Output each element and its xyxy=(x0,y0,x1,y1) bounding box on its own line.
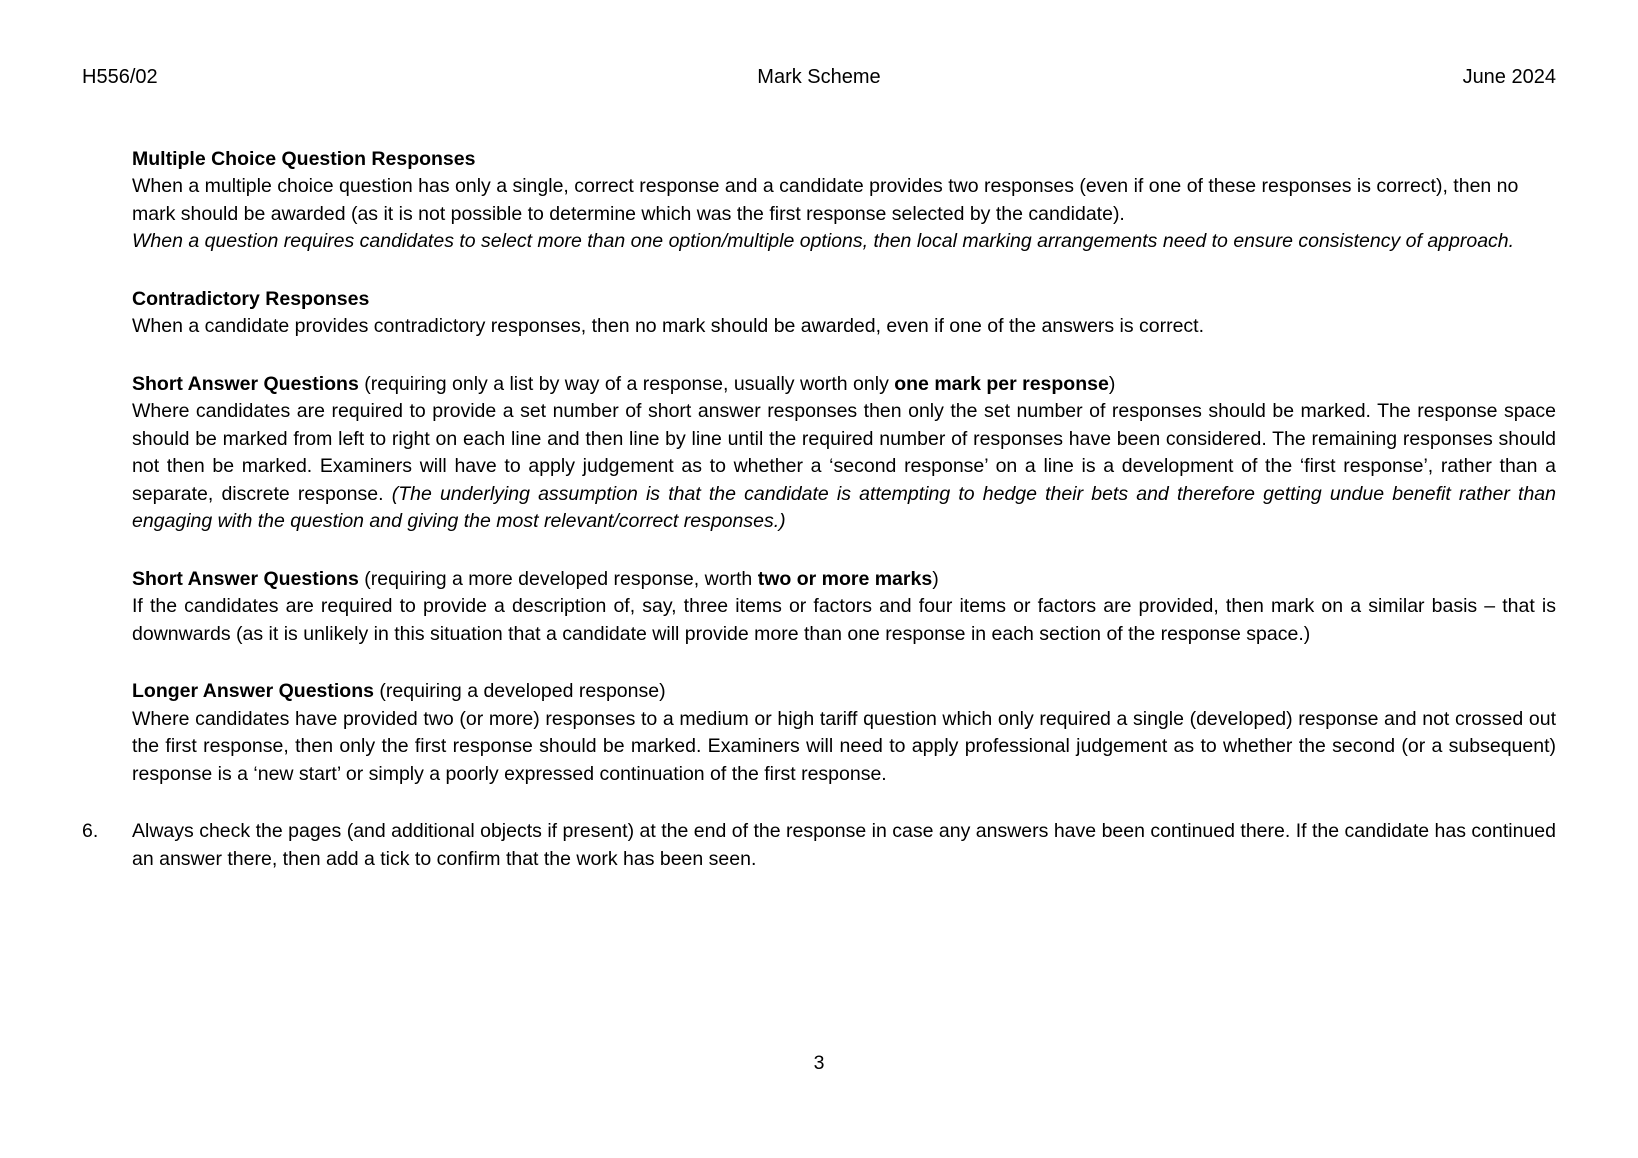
numbered-item-6 xyxy=(82,818,1556,873)
item-number: 6. xyxy=(82,820,99,842)
section-heading: Short Answer Questions (requiring a more developed response, worth two or more marks) xyxy=(132,567,939,590)
section-heading: Short Answer Questions (requiring only a list by way of a response, usually worth only one mark per response) xyxy=(132,372,1116,395)
page-footer xyxy=(0,1050,1638,1078)
paragraph: When a multiple choice question has only a single, correct response and a candidate provides two responses (even if one of these responses is correct), then no mark should be awarded (as it is not possible to determine which was the first response selected by the candidate). xyxy=(132,175,1519,225)
page-header xyxy=(0,0,1638,92)
section-heading: Multiple Choice Question Responses xyxy=(132,147,476,170)
section-contradictory-responses xyxy=(132,286,1556,341)
paragraph: When a question requires candidates to select more than one option/multiple options, then local marking arrangements need to ensure consistency of approach. xyxy=(132,230,1515,252)
header-paper-code: H556/02 xyxy=(82,66,158,88)
page-number: 3 xyxy=(813,1052,825,1074)
paragraph: Where candidates have provided two (or more) responses to a medium or high tariff question which only required a single (developed) response and not crossed out the first response, then only the first response should be marked. Examiners will need to apply professional judgement as to whether the second (or a subsequent) response is a ‘new start’ or simply a poorly expressed continuation of the first response. xyxy=(132,707,1556,785)
section-heading: Longer Answer Questions (requiring a developed response) xyxy=(132,680,666,702)
section-heading: Contradictory Responses xyxy=(132,287,370,310)
paragraph: When a candidate provides contradictory responses, then no mark should be awarded, even if one of the answers is correct. xyxy=(132,315,1205,337)
section-short-answer-questions-developed xyxy=(132,566,1556,649)
header-title: Mark Scheme xyxy=(757,66,881,88)
paragraph: Always check the pages (and additional objects if present) at the end of the response in case any answers have been continued there. If the candidate has continued an answer there, then add a tick to confirm that the work has been seen. xyxy=(132,820,1556,870)
section-multiple-choice-question-responses xyxy=(132,146,1556,256)
section-longer-answer-questions xyxy=(132,678,1556,788)
paragraph: If the candidates are required to provide a description of, say, three items or factors and four items or factors are provided, then mark on a similar basis – that is downwards (as it is unlikely in this situation that a candidate will provide more than one response in each section of the response space.) xyxy=(132,595,1556,645)
header-date: June 2024 xyxy=(1462,66,1556,88)
document-body xyxy=(82,146,1556,874)
section-short-answer-questions-list xyxy=(132,371,1556,536)
paragraph: Where candidates are required to provide a set number of short answer responses then only the set number of responses should be marked. The response space should be marked from left to right on each line and then line by line until the required number of responses have been considered. The remaining responses should not then be marked. Examiners will have to apply judgement as to whether a ‘second response’ on a line is a development of the ‘first response’, rather than a separate, discrete response. (The underlying assumption is that the candidate is attempting to hedge their bets and therefore getting undue benefit rather than engaging with the question and giving the most relevant/correct responses.) xyxy=(132,400,1556,532)
